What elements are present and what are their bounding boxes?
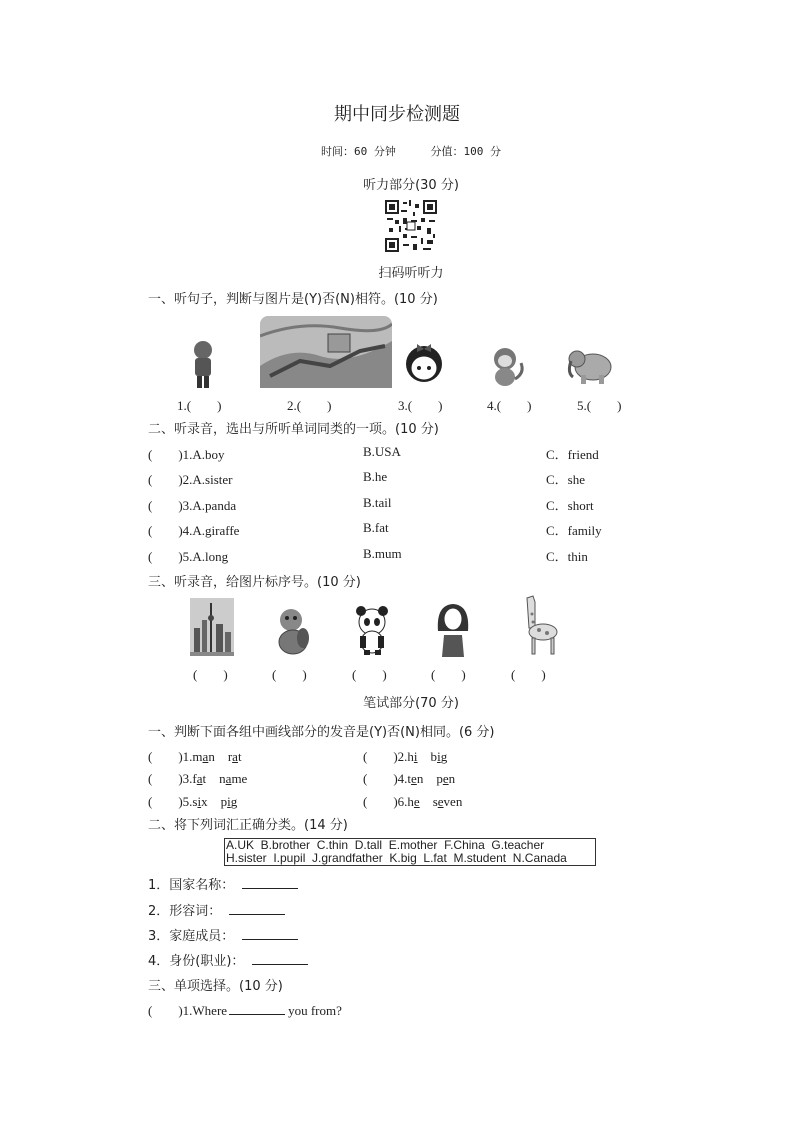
- woman-icon: [434, 601, 472, 657]
- part1-label: 2.( ): [287, 398, 332, 413]
- category-row: 1．国家名称：: [148, 874, 298, 893]
- w2-heading: 二、将下列词汇正确分类。(14 分): [148, 818, 348, 833]
- part1-label: 4.( ): [487, 398, 532, 413]
- part1-heading: 一、听句子，判断与图片是(Y)否(N)相符。(10 分): [148, 292, 438, 307]
- boy-icon: [185, 338, 221, 390]
- city-icon: [190, 598, 234, 656]
- table-row: ( )5.six pig ( )6.he seven: [148, 794, 463, 809]
- written-title: 笔试部分(70 分): [363, 696, 459, 711]
- qr-code-icon: [385, 200, 437, 252]
- elephant-icon: [567, 343, 617, 387]
- part2-heading: 二、听录音，选出与所听单词同类的一项。(10 分): [148, 422, 439, 437]
- part3-label: ( ): [193, 667, 228, 682]
- answer-blank[interactable]: [242, 876, 298, 889]
- great-wall-icon: [260, 316, 392, 388]
- category-row: 2．形容词：: [148, 900, 285, 919]
- monkey-icon: [487, 345, 527, 387]
- question-row: ( )1.Where you from?: [148, 1003, 342, 1018]
- w3-heading: 三、单项选择。(10 分): [148, 979, 283, 994]
- score-label: 分值：100 分: [430, 145, 501, 158]
- answer-blank[interactable]: [242, 927, 298, 940]
- listening-title: 听力部分(30 分): [363, 178, 459, 193]
- part1-label: 1.( ): [177, 398, 222, 413]
- part3-label: ( ): [511, 667, 546, 682]
- qr-caption: 扫码听听力: [378, 266, 444, 281]
- table-row: ( )1.man rat ( )2.hi big: [148, 749, 448, 764]
- answer-blank[interactable]: [252, 952, 308, 965]
- category-row: 3．家庭成员：: [148, 925, 298, 944]
- part1-label: 3.( ): [398, 398, 443, 413]
- word-bank-line: H.sister I.pupil J.grandfather K.big L.fat M.student N.Canada: [226, 851, 567, 865]
- part3-label: ( ): [431, 667, 466, 682]
- turtle-icon: [273, 606, 313, 656]
- part1-label: 5.( ): [577, 398, 622, 413]
- table-row: ( )3.fat name ( )4.ten pen: [148, 771, 456, 786]
- table-row: ( )4.A.giraffe B.fat C．family: [148, 520, 602, 538]
- table-row: ( )5.A.long B.mum C．thin: [148, 546, 588, 564]
- girl-icon: [403, 340, 445, 386]
- exam-meta: [0, 143, 794, 159]
- part3-label: ( ): [272, 667, 307, 682]
- giraffe-icon: [519, 592, 563, 656]
- w1-heading: 一、判断下面各组中画线部分的发音是(Y)否(N)相同。(6 分): [148, 725, 495, 740]
- answer-blank[interactable]: [229, 902, 285, 915]
- category-row: 4．身份(职业)：: [148, 950, 308, 969]
- page-title: 期中同步检测题: [334, 104, 460, 125]
- time-label: 时间：60 分钟: [321, 145, 396, 158]
- table-row: ( )1.A.boy B.USA C．friend: [148, 444, 599, 462]
- panda-icon: [350, 606, 396, 656]
- word-bank-box: [224, 838, 596, 866]
- table-row: ( )2.A.sister B.he C．she: [148, 469, 586, 487]
- part3-label: ( ): [352, 667, 387, 682]
- part3-heading: 三、听录音，给图片标序号。(10 分): [148, 575, 361, 590]
- table-row: ( )3.A.panda B.tail C．short: [148, 495, 594, 513]
- answer-blank[interactable]: [229, 1002, 285, 1015]
- word-bank-line: A.UK B.brother C.thin D.tall E.mother F.China G.teacher: [226, 838, 545, 852]
